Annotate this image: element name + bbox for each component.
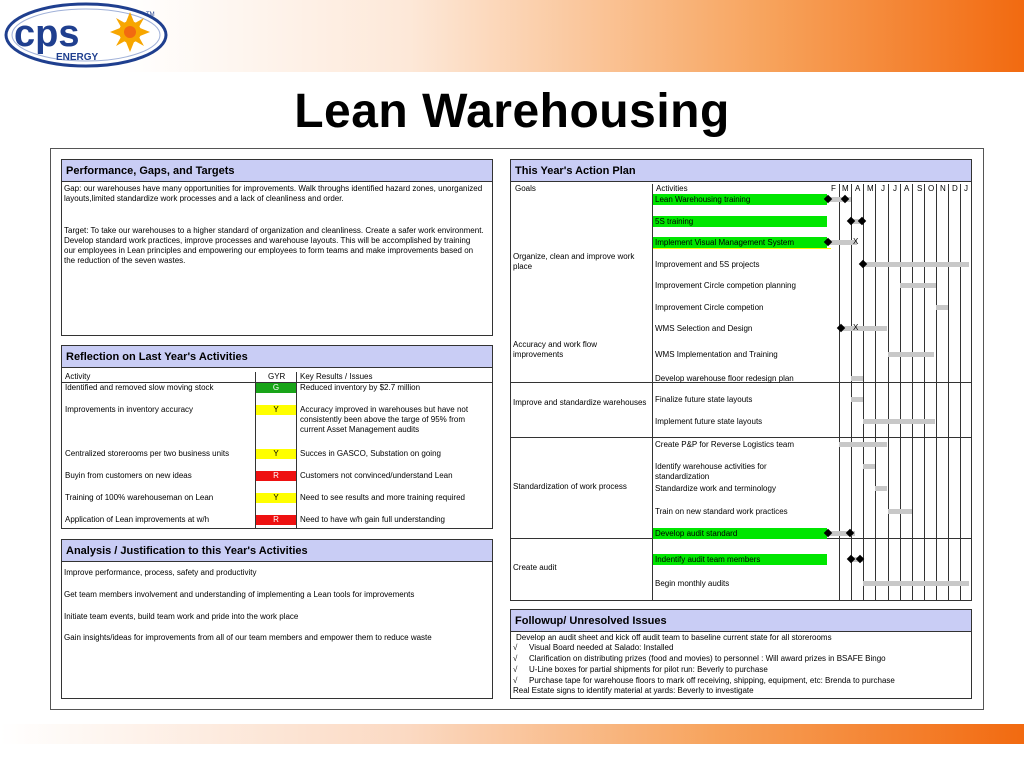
status-badge-red: R (256, 471, 296, 481)
status-badge-yellow: Y (256, 405, 296, 415)
reflection-header: Reflection on Last Year's Activities (62, 346, 492, 368)
row-result: Succes in GASCO, Substation on going (300, 449, 441, 458)
col-activity: Activity (65, 372, 91, 381)
cps-energy-logo (4, 2, 168, 68)
gantt-bar (851, 376, 863, 381)
table-row: Centralized storerooms per two business units (65, 449, 230, 458)
activity-item: Indentify audit team members (655, 555, 761, 564)
row-result: Accuracy improved in warehouses but have not consistently been above the targe of 95% from current Asset Management audits (300, 405, 469, 434)
target-text: Target: To take our warehouses to a higher standard of organization and cleanliness. Create a safer work environment. Develop standard work practices, improve processes and warehouse layouts. This will be accomplished by training our employees in Lean principles and empowering our employees to form teams and make improvements based on the reduction of the seven wastes. (64, 226, 484, 265)
table-row: Identified and removed slow moving stock (65, 383, 214, 392)
goal-label: Organize, clean and improve work place (513, 252, 635, 271)
followup-line: Real Estate signs to identify material at yards: Beverly to investigate (513, 686, 754, 695)
check-icon: √ (513, 676, 518, 685)
table-row: Buyin from customers on new ideas (65, 471, 192, 480)
performance-panel (61, 159, 493, 336)
analysis-header: Analysis / Justification to this Year's Activities (62, 540, 492, 562)
activity-item: 5S training (655, 217, 694, 226)
col-gyr: GYR (268, 372, 286, 381)
month-label: F (831, 184, 836, 193)
goal-label: Improve and standardize warehouses (513, 398, 647, 407)
analysis-line: Get team members involvement and understanding of implementing a Lean tools for improvements (64, 590, 415, 599)
activity-item: Improvement Circle competion planning (655, 281, 796, 290)
action-plan-header: This Year's Action Plan (511, 160, 971, 182)
goal-label: Create audit (513, 563, 557, 572)
table-row: Training of 100% warehouseman on Lean (65, 493, 214, 502)
activity-item: Identify warehouse activities for standardization (655, 462, 767, 481)
check-icon: √ (513, 654, 518, 663)
row-result: Need to see results and more training required (300, 493, 465, 502)
row-result: Reduced inventory by $2.7 million (300, 383, 421, 392)
svg-text:TM: TM (146, 12, 155, 18)
x-marker: X (853, 323, 859, 332)
activity-item: Standardize work and terminology (655, 484, 776, 493)
analysis-line: Gain insights/ideas for improvements from all of our team members and empower them to reduce waste (64, 633, 432, 642)
col-activities: Activities (656, 184, 688, 193)
gantt-bar (888, 352, 934, 357)
followup-line: Develop an audit sheet and kick off audit team to baseline current state for all storerooms (516, 633, 832, 642)
gantt-bar (839, 442, 887, 447)
gantt-bar (841, 326, 887, 331)
activity-item: Lean Warehousing training (655, 195, 751, 204)
activity-item: WMS Selection and Design (655, 324, 753, 333)
table-row: Application of Lean improvements at w/h (65, 515, 210, 524)
activity-item: Implement future state layouts (655, 417, 763, 426)
performance-header: Performance, Gaps, and Targets (62, 160, 492, 182)
activity-item: WMS Implementation and Training (655, 350, 778, 359)
page-title: Lean Warehousing (294, 85, 730, 138)
followup-line: Purchase tape for warehouse floors to mark off receiving, shipping, equipment, etc: Brenda to purchase (529, 676, 895, 685)
gantt-bar (875, 486, 887, 491)
followup-panel (510, 609, 972, 699)
month-label: J (893, 184, 897, 193)
activity-item: Improvement and 5S projects (655, 260, 760, 269)
activity-item: Train on new standard work practices (655, 507, 788, 516)
gantt-bar (851, 397, 863, 402)
a3-report-frame (50, 148, 984, 710)
col-goals: Goals (515, 184, 536, 193)
gantt-bar (936, 305, 948, 310)
month-label: A (855, 184, 861, 193)
svg-text:cps: cps (14, 13, 80, 55)
followup-line: U-Line boxes for partial shipments for pilot run: Beverly to purchase (529, 665, 768, 674)
svg-text:ENERGY: ENERGY (56, 52, 99, 63)
table-row: Improvements in inventory accuracy (65, 405, 194, 414)
month-label: J (964, 184, 968, 193)
row-result: Customers not convinced/understand Lean (300, 471, 453, 480)
activity-item: Begin monthly audits (655, 579, 730, 588)
month-label: A (904, 184, 910, 193)
status-badge-red: R (256, 515, 296, 525)
month-label: O (928, 184, 935, 193)
activity-item: Improvement Circle competion (655, 303, 764, 312)
activity-item: Develop warehouse floor redesign plan (655, 374, 794, 383)
gantt-bar (863, 464, 875, 469)
month-label: D (952, 184, 958, 193)
check-icon: √ (513, 643, 518, 652)
activity-item: Implement Visual Management System (655, 238, 795, 247)
analysis-panel (61, 539, 493, 699)
x-marker: X (853, 237, 859, 246)
month-label: N (940, 184, 946, 193)
activity-item: Finalize future state layouts (655, 395, 753, 404)
reflection-panel (61, 345, 493, 529)
analysis-line: Initiate team events, build team work and pride into the work place (64, 612, 299, 621)
bottom-banner (0, 724, 1024, 744)
activity-item: Create P&P for Reverse Logistics team (655, 440, 795, 449)
month-label: M (867, 184, 874, 193)
sun-icon (110, 12, 150, 52)
gantt-bar (863, 262, 969, 267)
month-label: M (842, 184, 849, 193)
row-result: Need to have w/h gain full understanding (300, 515, 445, 524)
goal-label: Accuracy and work flow improvements (513, 340, 598, 359)
month-label: S (917, 184, 923, 193)
action-plan-panel (510, 159, 972, 601)
activity-item: Develop audit standard (655, 529, 738, 538)
followup-line: Clarification on distributing prizes (food and movies) to personnel : Will award prizes in BSAFE Bingo (529, 654, 886, 663)
gap-text: Gap: our warehouses have many opportunities for improvements. Walk throughs identified hazard zones, unorganized layouts,limited standardize work processes and a lack of cleanliness and order. (64, 184, 483, 203)
gantt-bar (900, 283, 936, 288)
month-label: J (881, 184, 885, 193)
followup-line: Visual Board needed at Salado: Installed (529, 643, 674, 652)
gantt-bar (863, 581, 969, 586)
status-badge-green: G (256, 383, 296, 393)
goal-label: Standardization of work process (513, 482, 627, 491)
col-results: Key Results / Issues (300, 372, 373, 381)
status-badge-yellow: Y (256, 493, 296, 503)
gantt-bar (863, 419, 935, 424)
gantt-bar (888, 509, 912, 514)
check-icon: √ (513, 665, 518, 674)
analysis-line: Improve performance, process, safety and productivity (64, 568, 257, 577)
status-badge-yellow: Y (256, 449, 296, 459)
followup-header: Followup/ Unresolved Issues (511, 610, 971, 632)
